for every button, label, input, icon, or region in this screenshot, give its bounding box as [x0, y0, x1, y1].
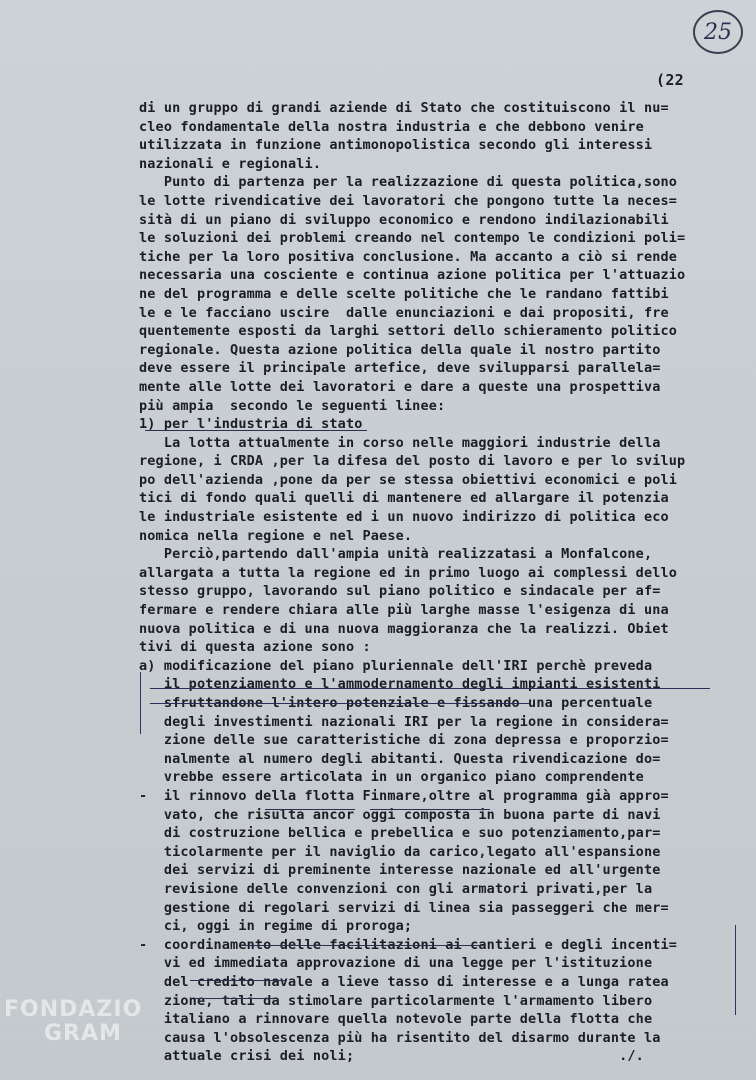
text-line: il potenziamento e l'ammodernamento degli impianti esistenti [139, 676, 661, 693]
text-line: - coordinamento delle facilitazioni ai cantieri e degli incenti= [139, 936, 678, 953]
handwritten-underline [150, 703, 530, 704]
text-line: ci, oggi in regime di proroga; [139, 918, 413, 935]
text-line: gestione di regolari servizi di linea sia passeggeri che mer= [139, 899, 669, 916]
text-line: dei servizi di preminente interesse nazionale ed all'urgente [139, 862, 661, 879]
text-line: utilizzata in funzione antimonopolistica secondo gli interessi [139, 137, 653, 154]
handwritten-underline [265, 809, 355, 810]
handwritten-underline [195, 998, 275, 999]
text-line: deve essere il principale artefice, deve svilupparsi parallela= [139, 360, 661, 377]
text-line: ticolarmente per il naviglio da carico,legato all'espansione [139, 843, 661, 860]
text-line: necessaria una cosciente e continua azione politica per l'attuazio [139, 267, 686, 284]
text-line: ne del programma e delle scelte politiche che le randano fattibi [139, 285, 669, 302]
text-line: sità di un piano di sviluppo economico e rendono indilazionabili [139, 211, 669, 228]
text-line: tici di fondo quali quelli di mantenere ed allargare il potenzia [139, 490, 669, 507]
text-line: di costruzione bellica e prebellica e suo potenziamento,par= [139, 825, 661, 842]
text-line: italiano a rinnovare quella notevole parte della flotta che [139, 1011, 653, 1028]
text-line: - il rinnovo della flotta Finmare,oltre al programma già appro= [139, 787, 669, 804]
text-line: degli investimenti nazionali IRI per la regione in considera= [139, 713, 669, 730]
text-line: vi ed immediata approvazione di una legge per l'istituzione [139, 955, 653, 972]
handwritten-underline [150, 688, 710, 689]
text-line: revisione delle convenzioni con gli armatori privati,per la [139, 880, 653, 897]
text-line: quentemente esposti da larghi settori dello schieramento politico [139, 323, 678, 340]
margin-mark [140, 672, 141, 734]
typewritten-body [139, 99, 739, 1066]
text-line: Perciò,partendo dall'ampia unità realizzatasi a Monfalcone, [139, 546, 653, 563]
text-line: le soluzioni dei problemi creando nel contempo le condizioni poli= [139, 230, 686, 247]
margin-mark [735, 925, 736, 1015]
text-line: regionale. Questa azione politica della quale il nostro partito [139, 341, 661, 358]
text-line: nazionali e regionali. [139, 155, 322, 172]
text-line: di un gruppo di grandi aziende di Stato che costituiscono il nu= [139, 100, 669, 116]
text-line: le lotte rivendicative dei lavoratori che pongono tutte la neces= [139, 192, 678, 209]
text-line: zione, tali da stimolare particolarmente l'armamento libero [139, 992, 653, 1009]
text-line: stesso gruppo, lavorando sul piano politico e sindacale per af= [139, 583, 661, 600]
text-line: più ampia secondo le seguenti linee: [139, 397, 446, 414]
text-line: po dell'azienda ,pone da per se stessa obiettivi economici e poli [139, 471, 678, 488]
handwritten-underline [145, 430, 367, 431]
text-line: Punto di partenza per la realizzazione di questa politica,sono [139, 174, 678, 191]
text-line: vato, che risulta ancor oggi composta in buona parte di navi [139, 806, 661, 823]
page-number: (22 [656, 71, 684, 89]
handwritten-underline [245, 945, 485, 946]
text-line: le e le facciano uscire dalle enunciazioni e dai propositi, fre [139, 304, 669, 321]
text-line: vrebbe essere articolata in un organico piano comprendente [139, 769, 644, 786]
text-line: zione delle sue caratteristiche di zona depressa e proporzio= [139, 732, 669, 749]
text-line: le industriale esistente ed i un nuovo indirizzo di politica eco [139, 509, 669, 526]
archive-stamp [693, 10, 743, 54]
text-line: nomica nella regione e nel Paese. [139, 527, 413, 544]
handwritten-underline [370, 809, 490, 810]
text-line: a) modificazione del piano pluriennale dell'IRI perchè preveda [139, 657, 653, 674]
text-line: causa l'obsolescenza più ha risentito del disarmo durante la [139, 1029, 661, 1046]
text-line: nalmente al numero degli abitanti. Questa rivendicazione do= [139, 750, 661, 767]
watermark-line: FONDAZIO [4, 997, 143, 1022]
stamp-number: 25 [704, 19, 732, 45]
text-line: sfruttandone l'intero potenziale e fissando una percentuale [139, 695, 653, 711]
watermark [4, 998, 142, 1046]
text-line: La lotta attualmente in corso nelle maggiori industrie della [139, 434, 661, 451]
text-line: tivi di questa azione sono : [139, 639, 371, 656]
text-line: mente alle lotte dei lavoratori e dare a queste una prospettiva [139, 378, 661, 395]
text-line: tiche per la loro positiva conclusione. Ma accanto a ciò si rende [139, 248, 678, 265]
text-line: allargata a tutta la regione ed in primo luogo ai complessi dello [139, 564, 678, 581]
text-line: 1) per l'industria di stato [139, 416, 363, 433]
text-line: del credito navale a lieve tasso di interesse e a lunga ratea [139, 973, 669, 990]
watermark-line: GRAM [44, 1021, 122, 1046]
text-line: nuova politica e di una nuova maggioranza che la realizzi. Obiet [139, 620, 669, 637]
text-line: attuale crisi dei noli; ./. [139, 1048, 644, 1065]
text-line: fermare e rendere chiara alle più larghe masse l'esigenza di una [139, 602, 669, 619]
handwritten-underline [190, 980, 285, 981]
text-line: regione, i CRDA ,per la difesa del posto di lavoro e per lo svilup [139, 453, 686, 470]
text-line: cleo fondamentale della nostra industria e che debbono venire [139, 118, 644, 135]
